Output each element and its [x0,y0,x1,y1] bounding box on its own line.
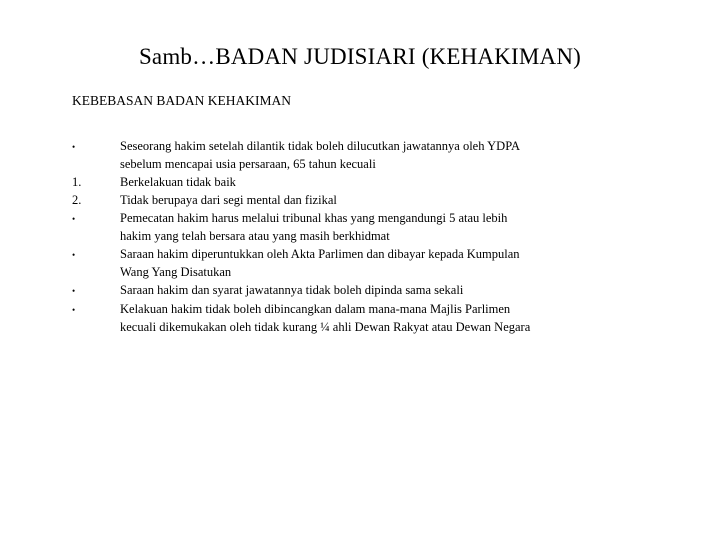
bullet-marker: • [72,250,76,260]
list-item-text [120,191,692,209]
list-item-line: kecuali dikemukakan oleh tidak kurang ¼ ahli Dewan Rakyat atau Dewan Negara [120,320,531,334]
list-item [72,245,692,281]
slide-title: Samb…BADAN JUDISIARI (KEHAKIMAN) [138,44,582,69]
list-item-line: hakim yang telah bersara atau yang masih berkhidmat [120,229,390,243]
list-item [72,173,692,191]
slide-subheading: KEBEBASAN BADAN KEHAKIMAN [72,93,291,108]
list-item [72,191,692,209]
list-item-text [120,300,692,336]
list-item [72,209,692,245]
number-marker: 2. [72,193,82,207]
list-item-line: Saraan hakim dan syarat jawatannya tidak boleh dipinda sama sekali [120,283,464,297]
list-item-line: Seseorang hakim setelah dilantik tidak boleh dilucutkan jawatannya oleh YDPA [120,139,521,153]
list-item-line: sebelum mencapai usia persaraan, 65 tahun kecuali [120,157,376,171]
list-item-text [120,137,692,173]
bullet-list [72,137,692,336]
list-item-line: Kelakuan hakim tidak boleh dibincangkan dalam mana-mana Majlis Parlimen [120,302,511,316]
bullet-marker: • [72,142,76,152]
number-marker: 1. [72,175,82,189]
list-item-line: Berkelakuan tidak baik [120,175,236,189]
list-item [72,137,692,173]
list-item-line: Pemecatan hakim harus melalui tribunal khas yang mengandungi 5 atau lebih [120,211,508,225]
list-item [72,281,692,300]
list-item-text [120,281,692,300]
list-item [72,300,692,336]
bullet-marker: • [72,214,76,224]
list-item-line: Wang Yang Disatukan [120,265,232,279]
bullet-marker: • [72,286,76,296]
list-item-line: Tidak berupaya dari segi mental dan fizikal [120,193,337,207]
list-item-text [120,209,692,245]
list-item-text [120,245,692,281]
list-item-line: Saraan hakim diperuntukkan oleh Akta Parlimen dan dibayar kepada Kumpulan [120,247,520,261]
bullet-marker: • [72,305,76,315]
list-item-text [120,173,692,191]
